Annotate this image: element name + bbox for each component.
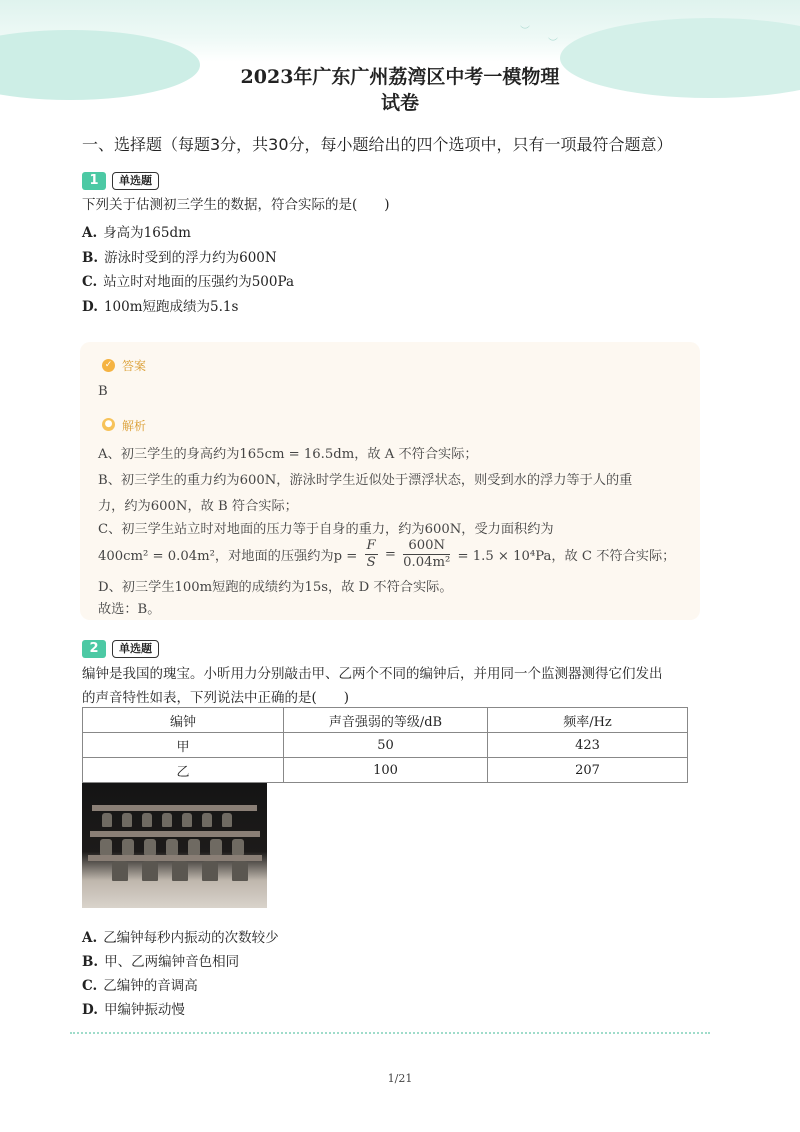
question-stem: 编钟是我国的瑰宝。小昕用力分别敲击甲、乙两个不同的编钟后，并用同一个监测器测得它们发出 xyxy=(82,666,663,682)
page-divider xyxy=(70,1032,710,1034)
bell-shape xyxy=(102,813,112,827)
option-c[interactable] xyxy=(82,270,294,290)
question-number-badge: 1 xyxy=(82,172,106,190)
header-decoration xyxy=(0,0,800,62)
bell-shape xyxy=(142,813,152,827)
document-title-line2: 试卷 xyxy=(380,92,419,114)
option-letter: C. xyxy=(82,274,98,290)
bianzhong-photo xyxy=(82,783,267,908)
bell-shape xyxy=(144,839,156,855)
option-text: 乙编钟的音调高 xyxy=(103,978,198,994)
option-d[interactable] xyxy=(82,998,185,1018)
option-b[interactable] xyxy=(82,950,239,970)
answer-label: 答案 xyxy=(122,359,147,373)
fraction-numerator: 600N xyxy=(403,538,450,555)
table-header-cell: 编钟 xyxy=(83,708,284,733)
analysis-line: A、初三学生的身高约为165cm = 16.5dm，故 A 不符合实际； xyxy=(98,447,478,462)
document-title: 2023年广东广州荔湾区中考一模物理 xyxy=(240,66,560,88)
table-header-cell: 频率/Hz xyxy=(488,708,688,733)
table-row xyxy=(83,758,688,783)
option-letter: A. xyxy=(82,225,98,241)
fraction-denominator: S xyxy=(366,555,376,570)
section-title: 一、选择题（每题3分，共30分，每小题给出的四个选项中，只有一项最符合题意） xyxy=(82,135,673,154)
analysis-line: B、初三学生的重力约为600N，游泳时学生近似处于漂浮状态，则受到水的浮力等于人的重 xyxy=(98,473,633,488)
table-cell: 乙 xyxy=(83,758,284,783)
bell-shape xyxy=(222,813,232,827)
question-number-badge: 2 xyxy=(82,640,106,658)
option-letter: D. xyxy=(82,1002,98,1018)
table-cell: 100 xyxy=(284,758,488,783)
answer-value: B xyxy=(98,384,108,399)
option-a[interactable] xyxy=(82,221,191,241)
table-cell: 207 xyxy=(488,758,688,783)
bell-shape xyxy=(166,839,178,855)
lightbulb-icon: ● xyxy=(102,418,115,431)
analysis-formula-line xyxy=(98,538,675,574)
bell-shape xyxy=(232,839,244,855)
bird-icon: ︶ xyxy=(548,38,558,49)
sound-data-table xyxy=(82,707,688,783)
option-text: 乙编钟每秒内振动的次数较少 xyxy=(103,930,279,946)
bell-shape xyxy=(122,813,132,827)
bell-shape xyxy=(210,839,222,855)
bell-shape xyxy=(162,813,172,827)
table-header-row xyxy=(83,708,688,733)
option-letter: C. xyxy=(82,978,98,994)
bell-shape xyxy=(112,861,128,881)
option-a[interactable] xyxy=(82,926,279,946)
option-text: 游泳时受到的浮力约为600N xyxy=(104,250,277,266)
check-icon: ✓ xyxy=(102,359,115,372)
bell-shape xyxy=(202,861,218,881)
rack-beam xyxy=(90,831,260,837)
fraction-f-over-s xyxy=(365,538,378,571)
option-text: 站立时对地面的压强约为500Pa xyxy=(103,274,295,290)
option-letter: B. xyxy=(82,250,99,266)
page-number: 1/21 xyxy=(387,1072,413,1085)
table-header-cell: 声音强弱的等级/dB xyxy=(284,708,488,733)
fraction-denominator: 0.04m² xyxy=(403,555,451,570)
option-letter: D. xyxy=(82,299,98,315)
option-text: 身高为165dm xyxy=(103,225,191,241)
analysis-line: 故选：B。 xyxy=(98,602,161,617)
option-text: 甲编钟振动慢 xyxy=(103,1002,185,1018)
table-cell: 423 xyxy=(488,733,688,758)
analysis-label: 解析 xyxy=(122,419,147,433)
question-stem: 下列关于估测初三学生的数据，符合实际的是( ) xyxy=(82,197,390,213)
option-c[interactable] xyxy=(82,974,198,994)
fraction-value xyxy=(403,538,450,571)
question-type-tag: 单选题 xyxy=(112,640,159,658)
analysis-line: C、初三学生站立时对地面的压力等于自身的重力，约为600N，受力面积约为 xyxy=(98,522,554,537)
bird-icon: ︶ xyxy=(520,26,530,37)
option-d[interactable] xyxy=(82,295,238,315)
bell-shape xyxy=(172,861,188,881)
formula-prefix: 400cm² = 0.04m²，对地面的压强约为p = xyxy=(98,549,358,564)
bell-shape xyxy=(232,861,248,881)
bell-shape xyxy=(122,839,134,855)
question-type-tag: 单选题 xyxy=(112,172,159,190)
bell-shape xyxy=(142,861,158,881)
option-text: 100m短跑成绩为5.1s xyxy=(103,299,239,315)
option-letter: B. xyxy=(82,954,99,970)
analysis-line: D、初三学生100m短跑的成绩约为15s，故 D 不符合实际。 xyxy=(98,580,453,595)
equals-sign: = xyxy=(384,547,396,562)
bell-shape xyxy=(188,839,200,855)
option-b[interactable] xyxy=(82,246,277,266)
answer-analysis-box xyxy=(80,342,700,620)
option-letter: A. xyxy=(82,930,98,946)
bell-shape xyxy=(100,839,112,855)
bell-shape xyxy=(182,813,192,827)
rack-beam xyxy=(92,805,257,811)
analysis-line: 力，约为600N，故 B 符合实际； xyxy=(98,499,298,514)
table-cell: 甲 xyxy=(83,733,284,758)
bell-shape xyxy=(202,813,212,827)
formula-suffix: = 1.5 × 10⁴Pa，故 C 不符合实际； xyxy=(457,549,676,564)
question-stem: 的声音特性如表，下列说法中正确的是( ) xyxy=(82,690,350,706)
option-text: 甲、乙两编钟音色相同 xyxy=(104,954,240,970)
fraction-numerator: F xyxy=(366,538,376,553)
table-row xyxy=(83,733,688,758)
table-cell: 50 xyxy=(284,733,488,758)
